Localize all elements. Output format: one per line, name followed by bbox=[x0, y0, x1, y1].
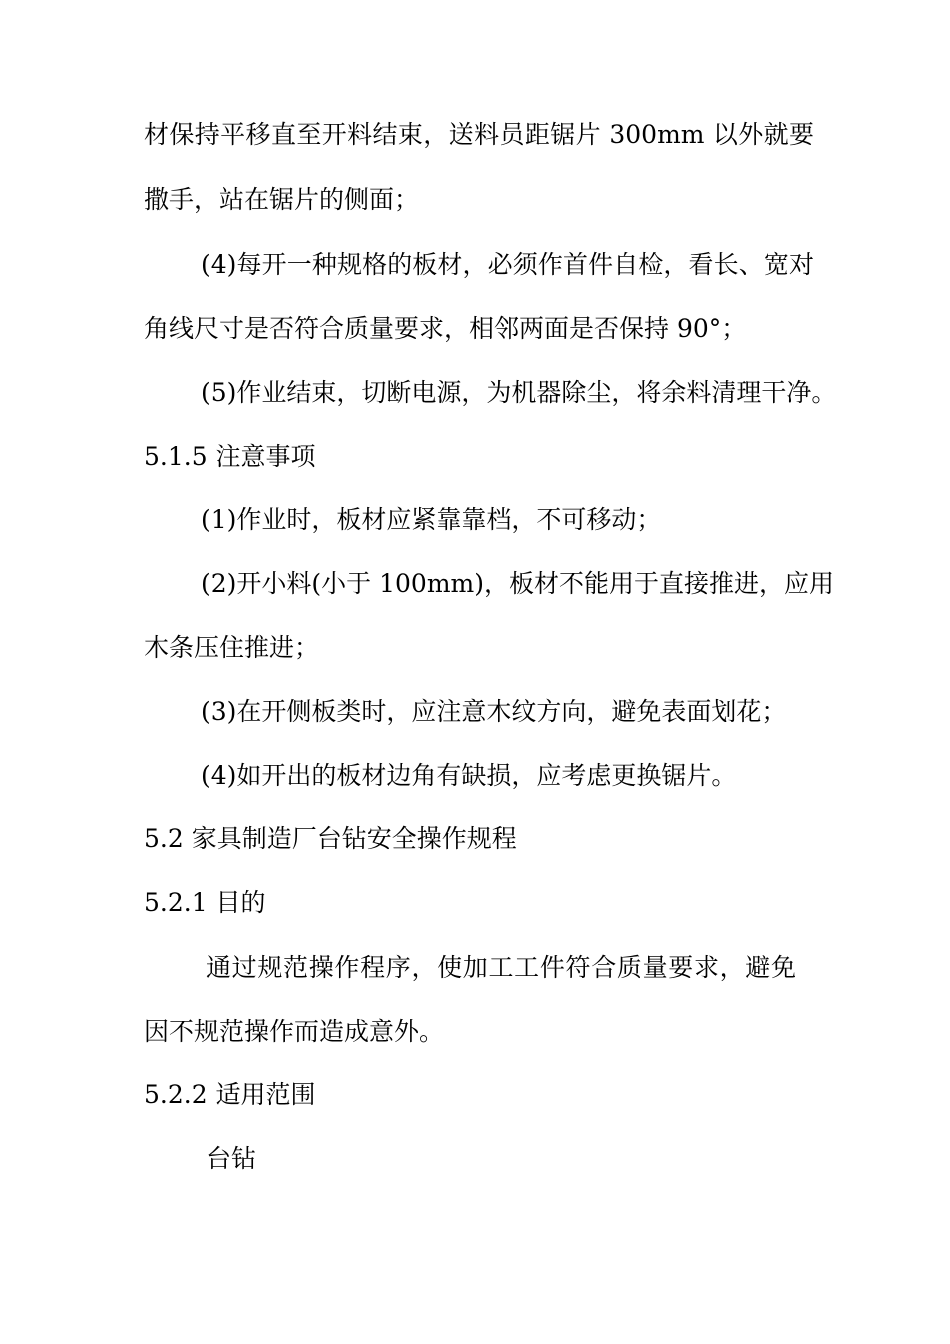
body-text-line: 通过规范操作程序，使加工工件符合质量要求，避免 bbox=[206, 953, 796, 982]
section-heading: 5.2.1 目的 bbox=[144, 888, 266, 917]
list-item-text: (3)在开侧板类时，应注意木纹方向，避免表面划花； bbox=[201, 697, 787, 726]
section-heading: 5.1.5 注意事项 bbox=[144, 442, 316, 471]
body-text-line: 台钻 bbox=[206, 1144, 257, 1173]
list-item-text: (1)作业时，板材应紧靠靠档，不可移动； bbox=[201, 505, 662, 534]
list-item-text: (5)作业结束，切断电源，为机器除尘，将余料清理干净。 bbox=[201, 378, 837, 407]
list-item-text: (4)每开一种规格的板材，必须作首件自检，看长、宽对 bbox=[201, 250, 814, 279]
body-text-line: 木条压住推进； bbox=[144, 633, 320, 662]
list-item-text: (2)开小料(小于 100mm)，板材不能用于直接推进，应用 bbox=[201, 569, 834, 598]
body-text-line: 角线尺寸是否符合质量要求，相邻两面是否保持 90°； bbox=[144, 314, 747, 343]
body-text-line: 材保持平移直至开料结束，送料员距锯片 300mm 以外就要 bbox=[144, 120, 814, 149]
list-item-text: (4)如开出的板材边角有缺损，应考虑更换锯片。 bbox=[201, 761, 737, 790]
section-heading: 5.2 家具制造厂台钻安全操作规程 bbox=[144, 824, 517, 853]
body-text-line: 撒手，站在锯片的侧面； bbox=[144, 185, 420, 214]
body-text-line: 因不规范操作而造成意外。 bbox=[144, 1017, 445, 1046]
section-heading: 5.2.2 适用范围 bbox=[144, 1080, 316, 1109]
